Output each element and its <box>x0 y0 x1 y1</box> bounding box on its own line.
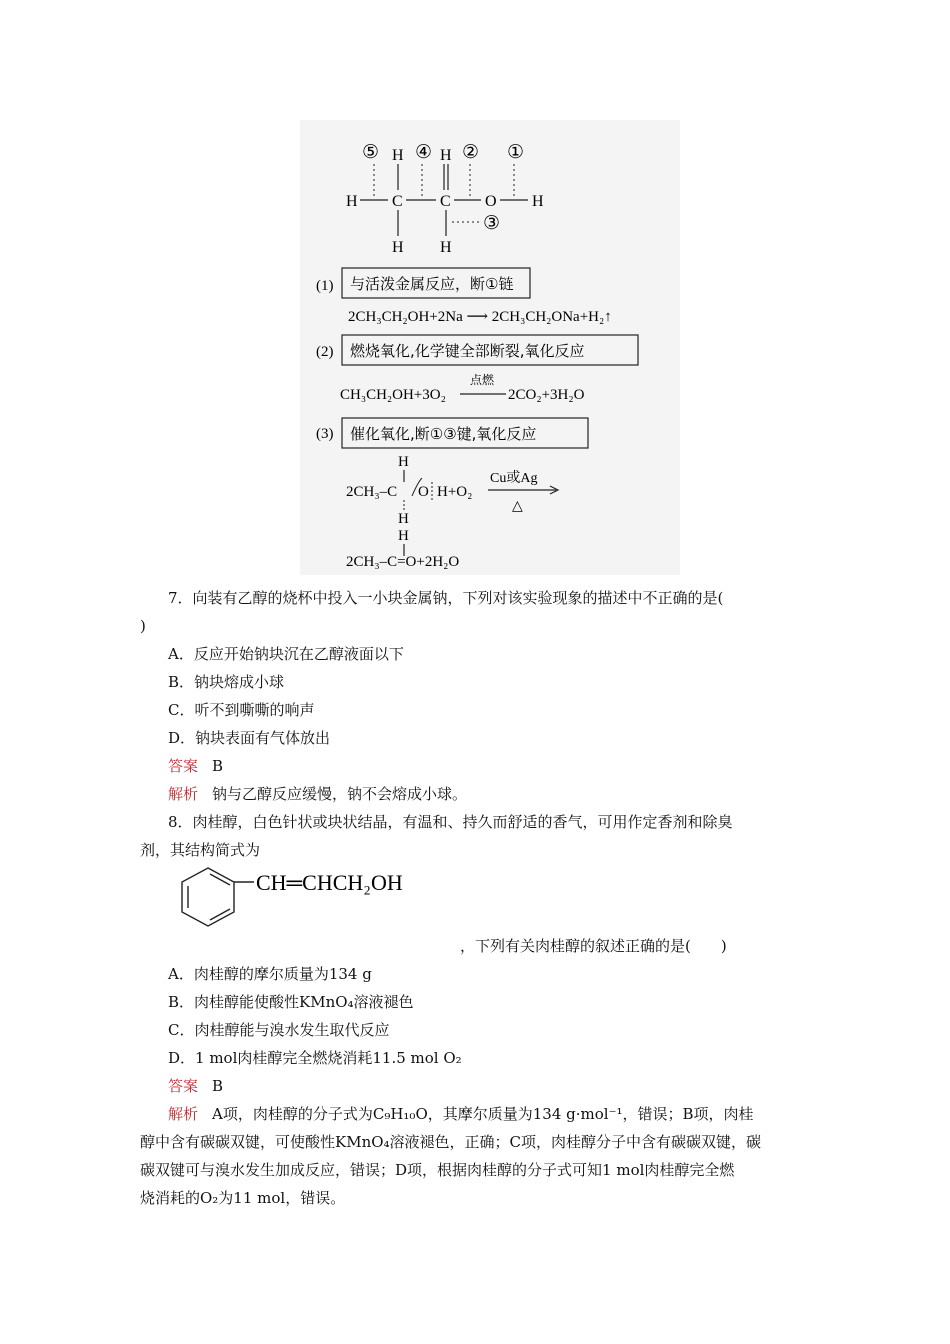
s3-condition-bottom: △ <box>512 499 523 514</box>
s3-product-atom-h: H <box>398 528 409 544</box>
section-2-equation-right: 2CO₂+3H₂O <box>508 387 585 403</box>
q8-analysis-line-4: 烧消耗的O₂为11 mol，错误。 <box>140 1189 346 1207</box>
atom-h-top-1: H <box>392 147 404 164</box>
section-1-equation: 2CH₃CH₂OH+2Na ⟶ 2CH₃CH₂ONa+H₂↑ <box>348 309 612 325</box>
benzene-ring <box>182 868 254 926</box>
atom-h-top-2: H <box>440 147 452 164</box>
bond-label-1: ① <box>507 142 525 163</box>
bond-label-4: ④ <box>415 142 433 163</box>
q8-analysis-line-2: 醇中含有碳碳双键，可使酸性KMnO₄溶液褪色，正确；C项，肉桂醇分子中含有碳碳双键，碳 <box>140 1133 762 1151</box>
ethanol-diagram-svg <box>300 120 680 575</box>
s3-eq-left: 2CH₃–C <box>346 484 398 500</box>
q7-answer-row <box>168 756 848 776</box>
q7-stem-cont: ) <box>140 617 146 635</box>
section-3-number: (3) <box>316 426 334 442</box>
bond-label-5: ⑤ <box>362 142 380 163</box>
bond-label-2: ② <box>462 142 480 163</box>
section-2-condition: 点燃 <box>470 373 495 387</box>
s3-atom-h-top: H <box>398 454 409 470</box>
q8-option-a: A．肉桂醇的摩尔质量为134 g <box>168 965 372 983</box>
cinnamyl-alcohol-structure <box>168 860 468 960</box>
q7-analysis-label: 解析 <box>168 785 199 803</box>
q8-option-b: B．肉桂醇能使酸性KMnO₄溶液褪色 <box>168 993 414 1011</box>
cinnamyl-structure-svg <box>168 860 468 960</box>
q8-answer-row <box>168 1076 848 1096</box>
atom-h-right: H <box>532 193 544 210</box>
section-2-equation-left: CH₃CH₂OH+3O₂ <box>340 387 446 403</box>
q7-option-b: B．钠块熔成小球 <box>168 673 285 691</box>
s3-atom-h-bottom: H <box>398 511 409 527</box>
q7-option-c: C．听不到嘶嘶的响声 <box>168 701 315 719</box>
q7-answer: B <box>212 757 224 775</box>
section-2-number: (2) <box>316 344 334 360</box>
bond-label-3: ③ <box>483 213 501 234</box>
s3-condition-top: Cu或Ag <box>490 471 538 486</box>
s3-eq-right: H+O₂ <box>437 484 473 500</box>
q7-analysis: 钠与乙醇反应缓慢，钠不会熔成小球。 <box>212 785 468 803</box>
q8-analysis-row-1 <box>168 1104 848 1124</box>
q7-analysis-row <box>168 784 848 804</box>
atom-h-left: H <box>346 193 358 210</box>
atom-c-2: C <box>440 193 451 210</box>
q8-analysis-line-1: A项，肉桂醇的分子式为C₉H₁₀O，其摩尔质量为134 g·mol⁻¹，错误；B项，肉桂 <box>212 1105 754 1123</box>
section-3-title: 催化氧化,断①③键,氧化反应 <box>350 425 537 443</box>
q8-answer-label: 答案 <box>168 1077 199 1095</box>
q8-option-d: D．1 mol肉桂醇完全燃烧消耗11.5 mol O₂ <box>168 1049 462 1067</box>
atom-c-1: C <box>392 193 403 210</box>
q8-stem-2: 剂，其结构简式为 <box>140 841 261 859</box>
ethanol-reaction-figure <box>300 120 680 575</box>
q7-answer-label: 答案 <box>168 757 199 775</box>
q8-answer: B <box>212 1077 224 1095</box>
q8-stem-3: ，下列有关肉桂醇的叙述正确的是( ) <box>460 937 727 955</box>
q7-option-d: D．钠块表面有气体放出 <box>168 729 331 747</box>
q7-stem: 7．向装有乙醇的烧杯中投入一小块金属钠，下列对该实验现象的描述中不正确的是( <box>168 589 724 607</box>
section-1-number: (1) <box>316 278 334 294</box>
q8-analysis-line-3: 碳双键可与溴水发生加成反应，错误；D项，根据肉桂醇的分子式可知1 mol肉桂醇完全燃 <box>140 1161 735 1179</box>
section-1-title: 与活泼金属反应，断①链 <box>350 275 514 293</box>
structure-side-chain: CH═CHCH₂OH <box>256 870 403 895</box>
q7-option-a: A．反应开始钠块沉在乙醇液面以下 <box>168 645 404 663</box>
atom-h-bottom-1: H <box>392 239 404 256</box>
atom-o: O <box>485 193 497 210</box>
q8-option-c: C．肉桂醇能与溴水发生取代反应 <box>168 1021 390 1039</box>
s3-product: 2CH₃–C=O+2H₂O <box>346 554 460 570</box>
section-2-title: 燃烧氧化,化学键全部断裂,氧化反应 <box>350 342 585 360</box>
atom-h-bottom-2: H <box>440 239 452 256</box>
q8-analysis-label: 解析 <box>168 1105 199 1123</box>
s3-eq-mid: O <box>418 484 429 500</box>
q8-stem-1: 8．肉桂醇，白色针状或块状结晶，有温和、持久而舒适的香气，可用作定香剂和除臭 <box>168 813 733 831</box>
